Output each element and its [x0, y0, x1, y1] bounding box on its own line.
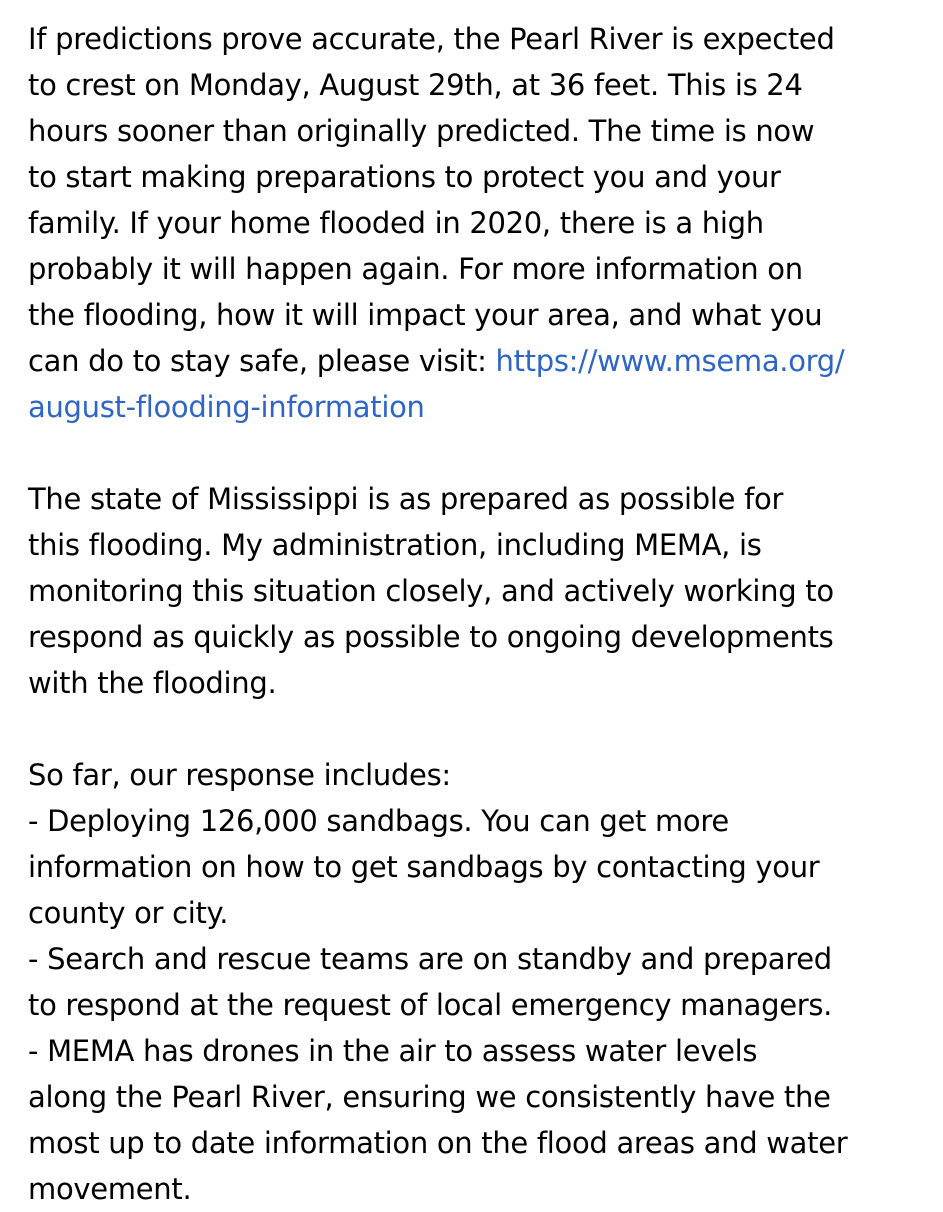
list-item-line: most up to date information on the flood areas and water — [28, 1126, 848, 1160]
text-line-with-link — [28, 338, 923, 384]
list-item-line: information on how to get sandbags by contacting your — [28, 850, 820, 884]
paragraph-response-list — [28, 752, 923, 1212]
msema-link-part-2[interactable]: august-flooding-information — [28, 390, 425, 424]
text-line: So far, our response includes: — [28, 758, 451, 792]
list-item-line: - Deploying 126,000 sandbags. You can get more — [28, 804, 729, 838]
list-item-line: to respond at the request of local emergency managers. — [28, 988, 833, 1022]
list-item-line: - MEMA has drones in the air to assess water levels — [28, 1034, 758, 1068]
paragraph-state-preparedness — [28, 476, 923, 706]
text-line: hours sooner than originally predicted. The time is now — [28, 114, 815, 148]
text-line: The state of Mississippi is as prepared as possible for — [28, 482, 784, 516]
text-line: the flooding, how it will impact your area, and what you — [28, 298, 823, 332]
text-line: to crest on Monday, August 29th, at 36 feet. This is 24 — [28, 68, 803, 102]
text-line: respond as quickly as possible to ongoing developments — [28, 620, 834, 654]
text-line: If predictions prove accurate, the Pearl River is expected — [28, 22, 835, 56]
text-line: with the flooding. — [28, 666, 277, 700]
msema-link-part-1[interactable]: https://www.msema.org/ — [495, 344, 845, 378]
text-line: to start making preparations to protect you and your — [28, 160, 781, 194]
paragraph-crest-forecast — [28, 16, 923, 430]
text-line: family. If your home flooded in 2020, there is a high — [28, 206, 764, 240]
list-item-line: movement. — [28, 1172, 192, 1206]
paragraph-spacer — [28, 706, 923, 752]
text-line: monitoring this situation closely, and actively working to — [28, 574, 834, 608]
visit-prompt: can do to stay safe, please visit: — [28, 344, 496, 378]
text-line-with-link — [28, 384, 923, 430]
text-line: this flooding. My administration, including MEMA, is — [28, 528, 762, 562]
list-item-line: along the Pearl River, ensuring we consistently have the — [28, 1080, 831, 1114]
list-item-line: county or city. — [28, 896, 229, 930]
text-line: probably it will happen again. For more information on — [28, 252, 803, 286]
list-item-line: - Search and rescue teams are on standby and prepared — [28, 942, 832, 976]
paragraph-spacer — [28, 430, 923, 476]
